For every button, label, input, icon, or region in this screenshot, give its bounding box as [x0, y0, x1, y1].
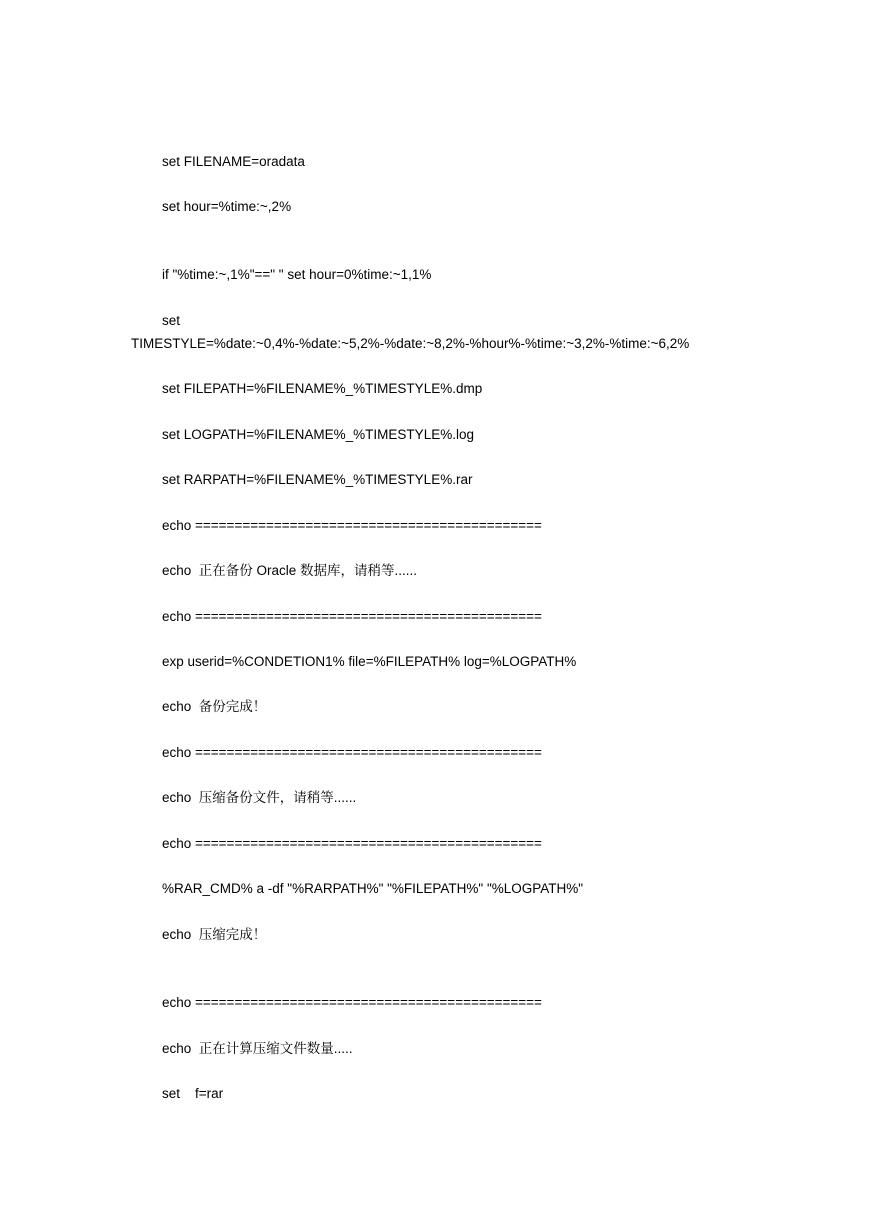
code-line-echo-separator: echo ============================================ [162, 836, 542, 851]
code-line-rar-command: %RAR_CMD% a -df "%RARPATH%" "%FILEPATH%" "%LOGPATH%" [162, 881, 584, 896]
code-line-exp-command: exp userid=%CONDETION1% file=%FILEPATH% log=%LOGPATH% [162, 654, 577, 669]
code-line-set-logpath: set LOGPATH=%FILENAME%_%TIMESTYLE%.log [162, 427, 474, 442]
code-line-echo-compress-start: echo 压缩备份文件，请稍等...... [162, 790, 357, 805]
code-line-echo-separator: echo ============================================ [162, 995, 542, 1010]
code-line-echo-separator: echo ============================================ [162, 518, 542, 533]
code-line-set-f: set f=rar [162, 1086, 224, 1101]
code-line-set-keyword: set [162, 313, 181, 328]
code-line-echo-separator: echo ============================================ [162, 609, 542, 624]
code-line-set-rarpath: set RARPATH=%FILENAME%_%TIMESTYLE%.rar [162, 472, 473, 487]
code-line-set-filepath: set FILEPATH=%FILENAME%_%TIMESTYLE%.dmp [162, 381, 483, 396]
code-line-echo-backup-done: echo 备份完成！ [162, 699, 267, 714]
code-line-echo-counting: echo 正在计算压缩文件数量..... [162, 1041, 353, 1056]
code-line-echo-separator: echo ============================================ [162, 745, 542, 760]
code-line-set-filename: set FILENAME=oradata [162, 154, 305, 169]
code-line-set-hour: set hour=%time:~,2% [162, 199, 292, 214]
code-line-echo-compress-done: echo 压缩完成！ [162, 927, 267, 942]
code-line-echo-backup-start: echo 正在备份 Oracle 数据库，请稍等...... [162, 563, 418, 578]
code-line-if-time: if "%time:~,1%"==" " set hour=0%time:~1,1% [162, 267, 432, 282]
code-line-timestyle: TIMESTYLE=%date:~0,4%-%date:~5,2%-%date:~8,2%-%hour%-%time:~3,2%-%time:~6,2% [131, 336, 690, 351]
